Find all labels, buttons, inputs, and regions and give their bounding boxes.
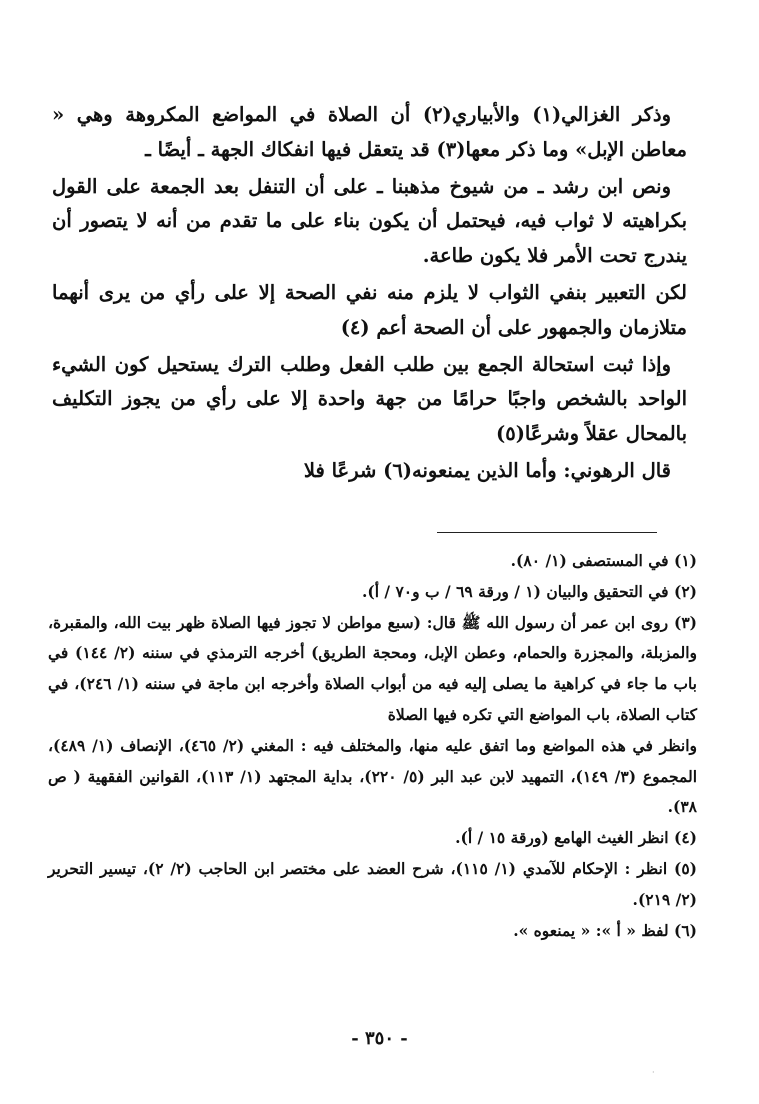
footnote-3: (٣) روى ابن عمر أن رسول الله ﷺ قال: (سبع مواطن لا تجوز فيها الصلاة ظهر بيت الله، والمقبرة، والمزبلة، والمجزرة والحمام، وعطن الإبل، ومحجة الطريق) أخرجه الترمذي في سننه (٢/ ١٤٤) في باب ما جاء في كراهية ما يصلى إليه فيه من أبواب الصلاة وأخرجه ابن ماجة في سننه (١/ ٢٤٦)، في كتاب الصلاة، باب المواضع التي تكره فيها الصلاة (48, 612, 697, 724)
paragraph-4: وإذا ثبت استحالة الجمع بين طلب الفعل وطلب الترك يستحيل كون الشيء الواحد بالشخص واجبًا حرامًا من جهة واحدة إلا على رأي من يجوز التكليف بالمحال عقلاً وشرعًا(٥) (52, 352, 687, 446)
footnote-4: (٤) انظر الغيث الهامع (ورقة ١٥ / أ). (455, 828, 697, 848)
page-number: - ٣٥٠ - (351, 1028, 408, 1049)
paragraph-2: ونص ابن رشد ـ من شيوخ مذهبنا ـ على أن التنفل بعد الجمعة على القول بكراهيته لا ثواب فيه، فيحتمل أن يكون بناء على ما تقدم من أنه لا يتصور أن يندرج تحت الأمر فلا يكون طاعة. (52, 174, 687, 268)
footnote-3-continued: وانظر في هذه المواضع وما اتفق عليه منها، والمختلف فيه : المغني (٢/ ٤٦٥)، الإنصاف (١/ ٤٨٩)، المجموع (٣/ ١٤٩)، التمهيد لابن عبد البر (٥/ ٢٢٠)، بداية المجتهد (١/ ١١٣)، القوانين الفقهية ( ص ٣٨). (48, 735, 698, 817)
footnote-2: (٢) في التحقيق والبيان (١ / ورقة ٦٩ / ب و٧٠ / أ). (361, 581, 697, 601)
scan-speck: · (652, 1068, 655, 1077)
footnote-6: (٦) لفظ « أ »: « يمنعوه ». (513, 920, 697, 940)
main-text (52, 98, 687, 491)
paragraph-3: لكن التعبير بنفي الثواب لا يلزم منه نفي الصحة إلا على رأي من يرى أنهما متلازمان والجمهور على أن الصحة أعم (٤) (52, 280, 687, 339)
footnotes (48, 546, 697, 946)
footnote-5: (٥) انظر : الإحكام للآمدي (١/ ١١٥)، شرح العضد على مختصر ابن الحاجب (٢/ ٢)، تيسير التحرير (٢/ ٢١٩). (48, 858, 697, 909)
paragraph-5: قال الرهوني: وأما الذين يمنعونه(٦) شرعًا فلا (303, 458, 671, 482)
footnote-separator (437, 532, 657, 533)
paragraph-1: وذكر الغزالي(١) والأبياري(٢) أن الصلاة في المواضع المكروهة وهي « معاطن الإبل» وما ذكر معها(٣) قد يتعقل فيها انفكاك الجهة ـ أيضًا ـ (52, 103, 687, 161)
footnote-1: (١) في المستصفى (١/ ٨٠). (510, 551, 697, 570)
